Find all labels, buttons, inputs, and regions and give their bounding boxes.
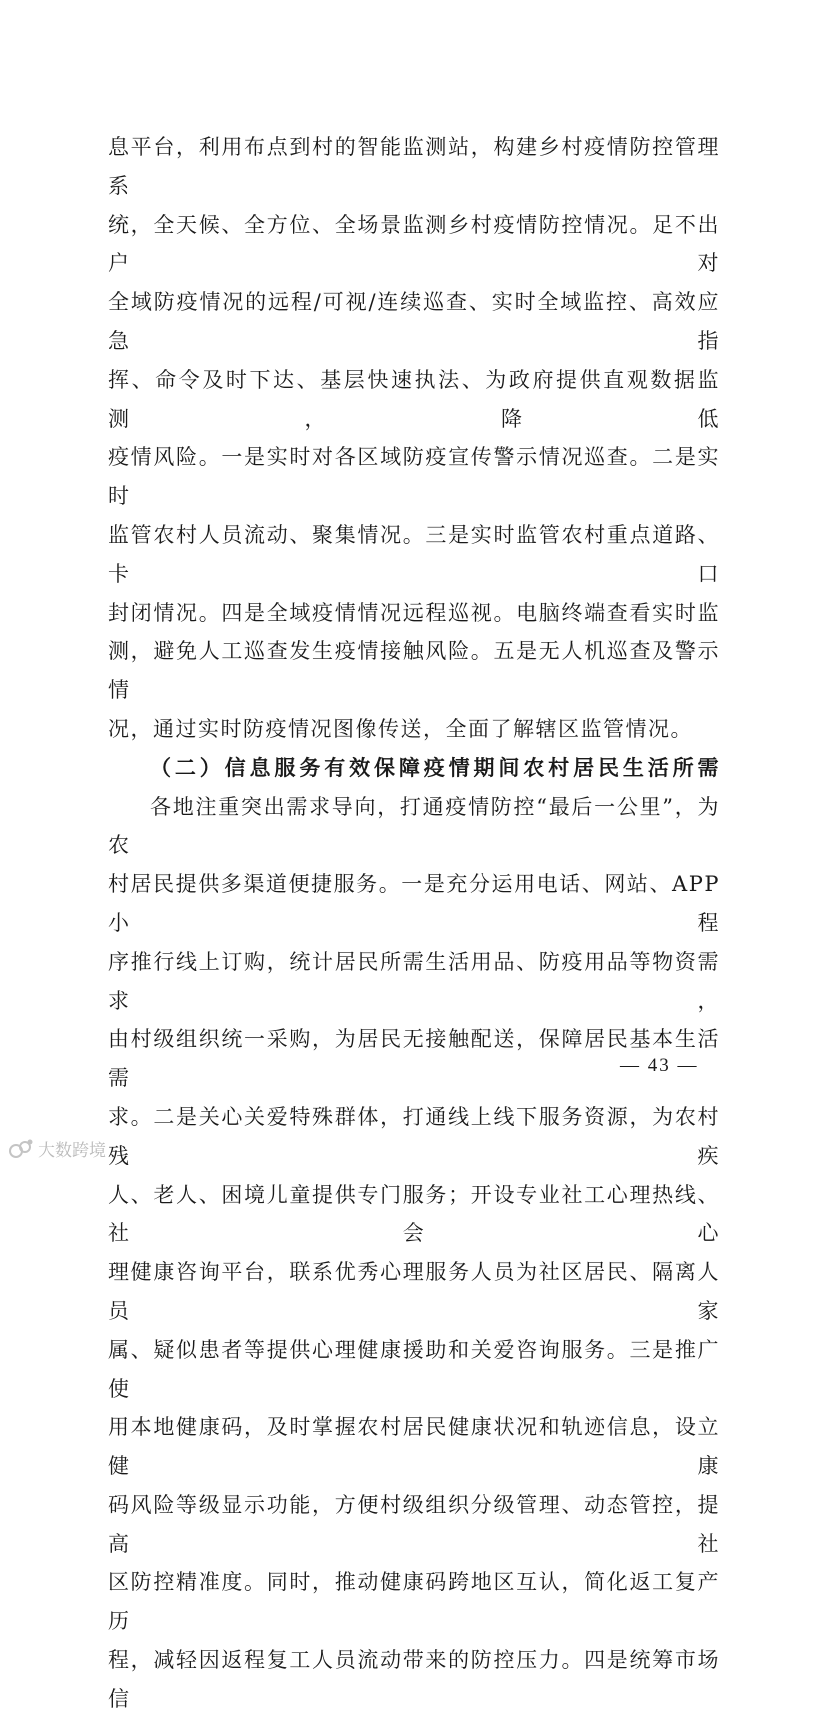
- body-line: 息平台，利用布点到村的智能监测站，构建乡村疫情防控管理系: [108, 135, 720, 198]
- document-body: [108, 128, 720, 1719]
- watermark-text: 大数跨境: [38, 1141, 106, 1161]
- body-line: 监管农村人员流动、聚集情况。三是实时监管农村重点道路、卡口: [108, 522, 720, 586]
- body-line: 测，避免人工巡查发生疫情接触风险。五是无人机巡查及警示情: [108, 639, 720, 703]
- watermark: [8, 1136, 106, 1161]
- body-line: 全域防疫情况的远程/可视/连续巡查、实时全域监控、高效应急指: [108, 290, 720, 353]
- body-line: 疫情风险。一是实时对各区域防疫宣传警示情况巡查。二是实时: [108, 445, 720, 509]
- body-line: 求。二是关心关爱特殊群体，打通线上线下服务资源，为农村残疾: [108, 1104, 720, 1168]
- body-line: 用本地健康码，及时掌握农村居民健康状况和轨迹信息，设立健康: [108, 1415, 720, 1479]
- body-line: 人、老人、困境儿童提供专门服务；开设专业社工心理热线、社会心: [108, 1182, 720, 1246]
- body-line: 理健康咨询平台，联系优秀心理服务人员为社区居民、隔离人员家: [108, 1260, 720, 1323]
- section-heading: （二）信息服务有效保障疫情期间农村居民生活所需: [150, 755, 720, 780]
- watermark-logo-icon: [8, 1138, 34, 1160]
- body-line: 码风险等级显示功能，方便村级组织分级管理、动态管控，提高社: [108, 1492, 720, 1556]
- body-line: 封闭情况。四是全域疫情情况远程巡视。电脑终端查看实时监: [108, 600, 720, 625]
- page-number: — 43 —: [620, 1055, 699, 1076]
- body-line: 序推行线上订购，统计居民所需生活用品、防疫用品等物资需求，: [108, 949, 720, 1013]
- body-line: 统，全天候、全方位、全场景监测乡村疫情防控情况。足不出户对: [108, 212, 720, 276]
- body-line: 区防控精准度。同时，推动健康码跨地区互认，简化返工复产历: [108, 1570, 720, 1634]
- body-line: 各地注重突出需求导向，打通疫情防控“最后一公里”，为农: [108, 794, 720, 858]
- body-line: 程，减轻因返程复工人员流动带来的防控压力。四是统筹市场信: [108, 1648, 720, 1711]
- body-line: 况，通过实时防疫情况图像传送，全面了解辖区监管情况。: [108, 716, 693, 741]
- body-line: 属、疑似患者等提供心理健康援助和关爱咨询服务。三是推广使: [108, 1337, 720, 1401]
- body-line: 村居民提供多渠道便捷服务。一是充分运用电话、网站、APP 小程: [108, 872, 720, 935]
- body-line: 挥、命令及时下达、基层快速执法、为政府提供直观数据监测，降低: [108, 367, 720, 431]
- body-line: 由村级组织统一采购，为居民无接触配送，保障居民基本生活需: [108, 1027, 720, 1091]
